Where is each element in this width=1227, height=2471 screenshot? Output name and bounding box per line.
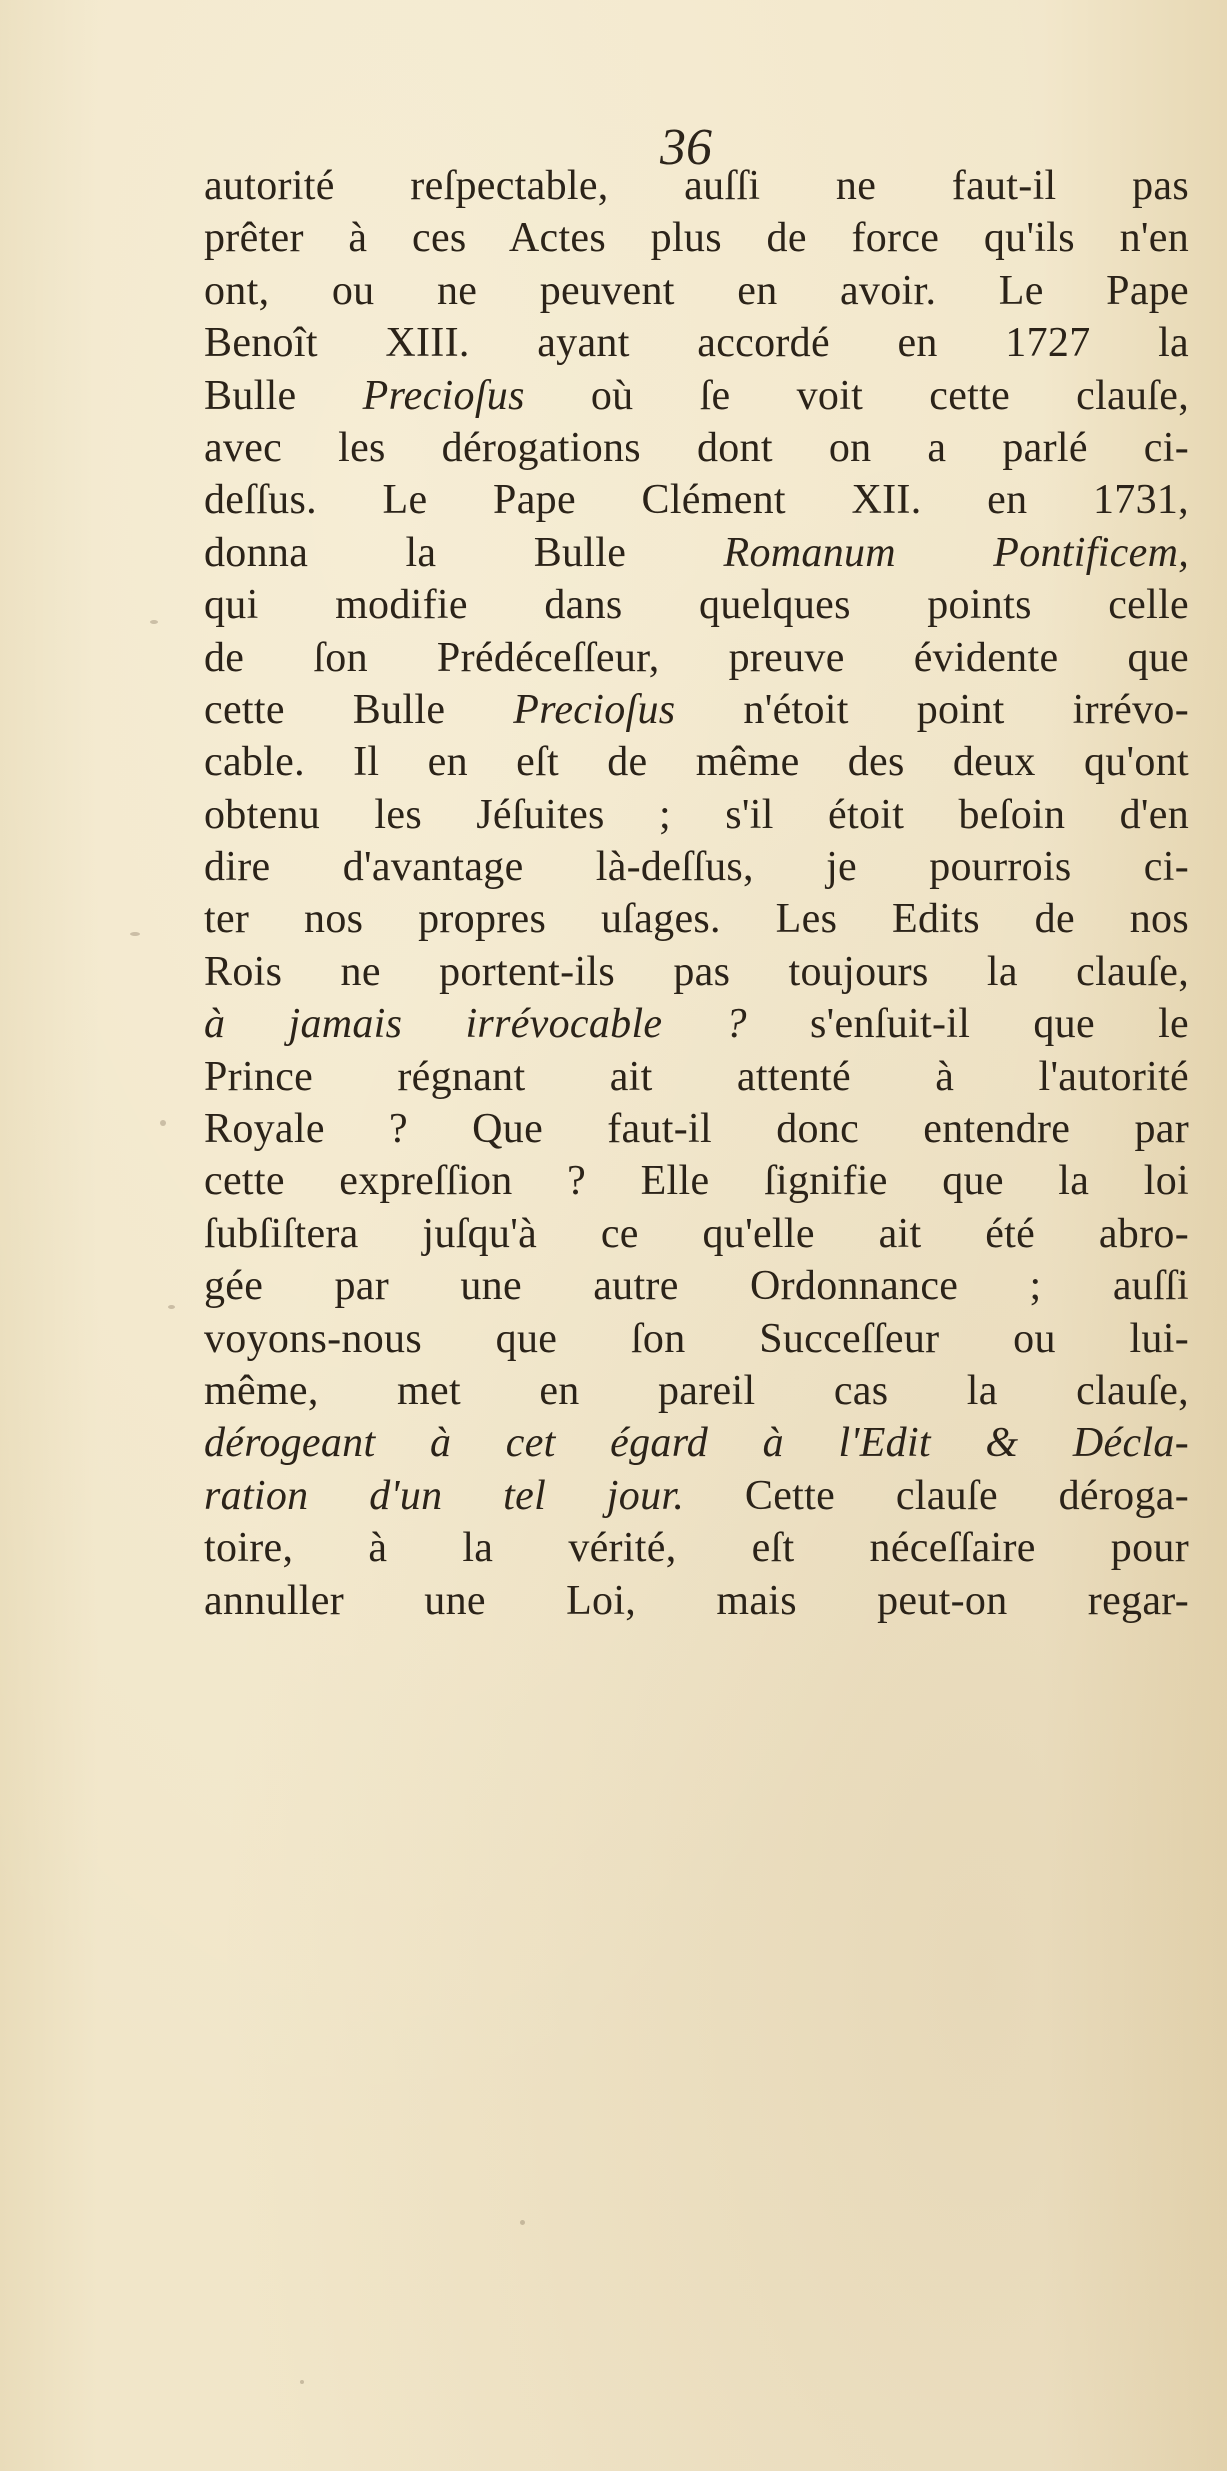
text-line (204, 1522, 1189, 1574)
paper-speck (520, 2220, 525, 2225)
text-line (204, 893, 1189, 945)
text-line (204, 736, 1189, 788)
text-line (204, 632, 1189, 684)
text-segment: qui modifie dans quelques points celle (204, 582, 1189, 629)
text-line (204, 265, 1189, 317)
text-line (204, 1313, 1189, 1365)
text-segment: Bulle (204, 372, 363, 419)
text-segment: où ſe voit cette clauſe, (524, 372, 1189, 419)
text-segment: Royale ? Que faut-il donc entendre par (204, 1106, 1189, 1153)
text-segment: prêter à ces Actes plus de force qu'ils n'en (204, 215, 1189, 262)
italic-segment: Romanum Pontificem, (723, 529, 1189, 576)
text-line (204, 1365, 1189, 1417)
text-segment: gée par une autre Ordonnance ; auſſi (204, 1263, 1189, 1310)
text-line (204, 1417, 1189, 1469)
text-line (204, 1155, 1189, 1207)
text-segment: dire d'avantage là-deſſus, je pourrois ci- (204, 844, 1189, 891)
text-line (204, 789, 1189, 841)
italic-segment: ration d'un tel jour. (204, 1472, 685, 1519)
text-segment: annuller une Loi, mais peut-on regar- (204, 1577, 1189, 1624)
text-segment: cette Bulle (204, 686, 514, 733)
text-line (204, 160, 1189, 212)
text-segment: avec les dérogations dont on a parlé ci- (204, 424, 1189, 471)
paper-speck (300, 2380, 304, 2384)
text-segment: cable. Il en eſt de même des deux qu'ont (204, 739, 1189, 786)
paper-speck (130, 932, 140, 936)
paper-speck (168, 1305, 175, 1309)
text-segment: ter nos propres uſages. Les Edits de nos (204, 896, 1189, 943)
text-segment: deſſus. Le Pape Clément XII. en 1731, (204, 477, 1189, 524)
text-line (204, 1470, 1189, 1522)
text-line (204, 527, 1189, 579)
text-segment: Rois ne portent-ils pas toujours la clauſe, (204, 948, 1189, 995)
italic-segment: à jamais irrévocable ? (204, 1001, 747, 1048)
text-segment: Benoît XIII. ayant accordé en 1727 la (204, 320, 1189, 367)
body-text (204, 160, 1189, 1627)
text-segment: autorité reſpectable, auſſi ne faut-il pas (204, 163, 1189, 209)
text-segment: obtenu les Jéſuites ; s'il étoit beſoin d'en (204, 791, 1189, 838)
text-line (204, 579, 1189, 631)
text-line (204, 370, 1189, 422)
text-line (204, 317, 1189, 369)
text-line (204, 212, 1189, 264)
text-segment: ont, ou ne peuvent en avoir. Le Pape (204, 267, 1189, 314)
page-number: 36 (660, 119, 712, 176)
italic-segment: dérogeant à cet égard à l'Edit & Décla- (204, 1420, 1189, 1467)
text-segment: même, met en pareil cas la clauſe, (204, 1367, 1189, 1414)
text-line (204, 422, 1189, 474)
text-segment: Prince régnant ait attenté à l'autorité (204, 1053, 1189, 1100)
text-line (204, 474, 1189, 526)
text-line (204, 841, 1189, 893)
text-segment: donna la Bulle (204, 529, 724, 576)
text-segment: s'enſuit-il que le (746, 1001, 1189, 1048)
text-segment: toire, à la vérité, eſt néceſſaire pour (204, 1525, 1189, 1572)
text-line (204, 1260, 1189, 1312)
text-line (204, 998, 1189, 1050)
text-line (204, 1575, 1189, 1627)
text-segment: n'étoit point irrévo- (675, 686, 1189, 733)
text-segment: ſubſiſtera juſqu'à ce qu'elle ait été abro- (204, 1210, 1189, 1257)
italic-segment: Precioſus (362, 372, 525, 419)
text-line (204, 1051, 1189, 1103)
paper-speck (160, 1120, 166, 1126)
text-segment: Cette clauſe déroga- (684, 1472, 1189, 1519)
text-segment: cette expreſſion ? Elle ſignifie que la loi (204, 1158, 1189, 1205)
text-line (204, 1208, 1189, 1260)
italic-segment: Precioſus (513, 686, 676, 733)
text-line (204, 684, 1189, 736)
paper-speck (150, 620, 158, 624)
text-line (204, 1103, 1189, 1155)
text-segment: voyons-nous que ſon Succeſſeur ou lui- (204, 1315, 1189, 1362)
text-segment: de ſon Prédéceſſeur, preuve évidente que (204, 634, 1189, 681)
text-line (204, 946, 1189, 998)
